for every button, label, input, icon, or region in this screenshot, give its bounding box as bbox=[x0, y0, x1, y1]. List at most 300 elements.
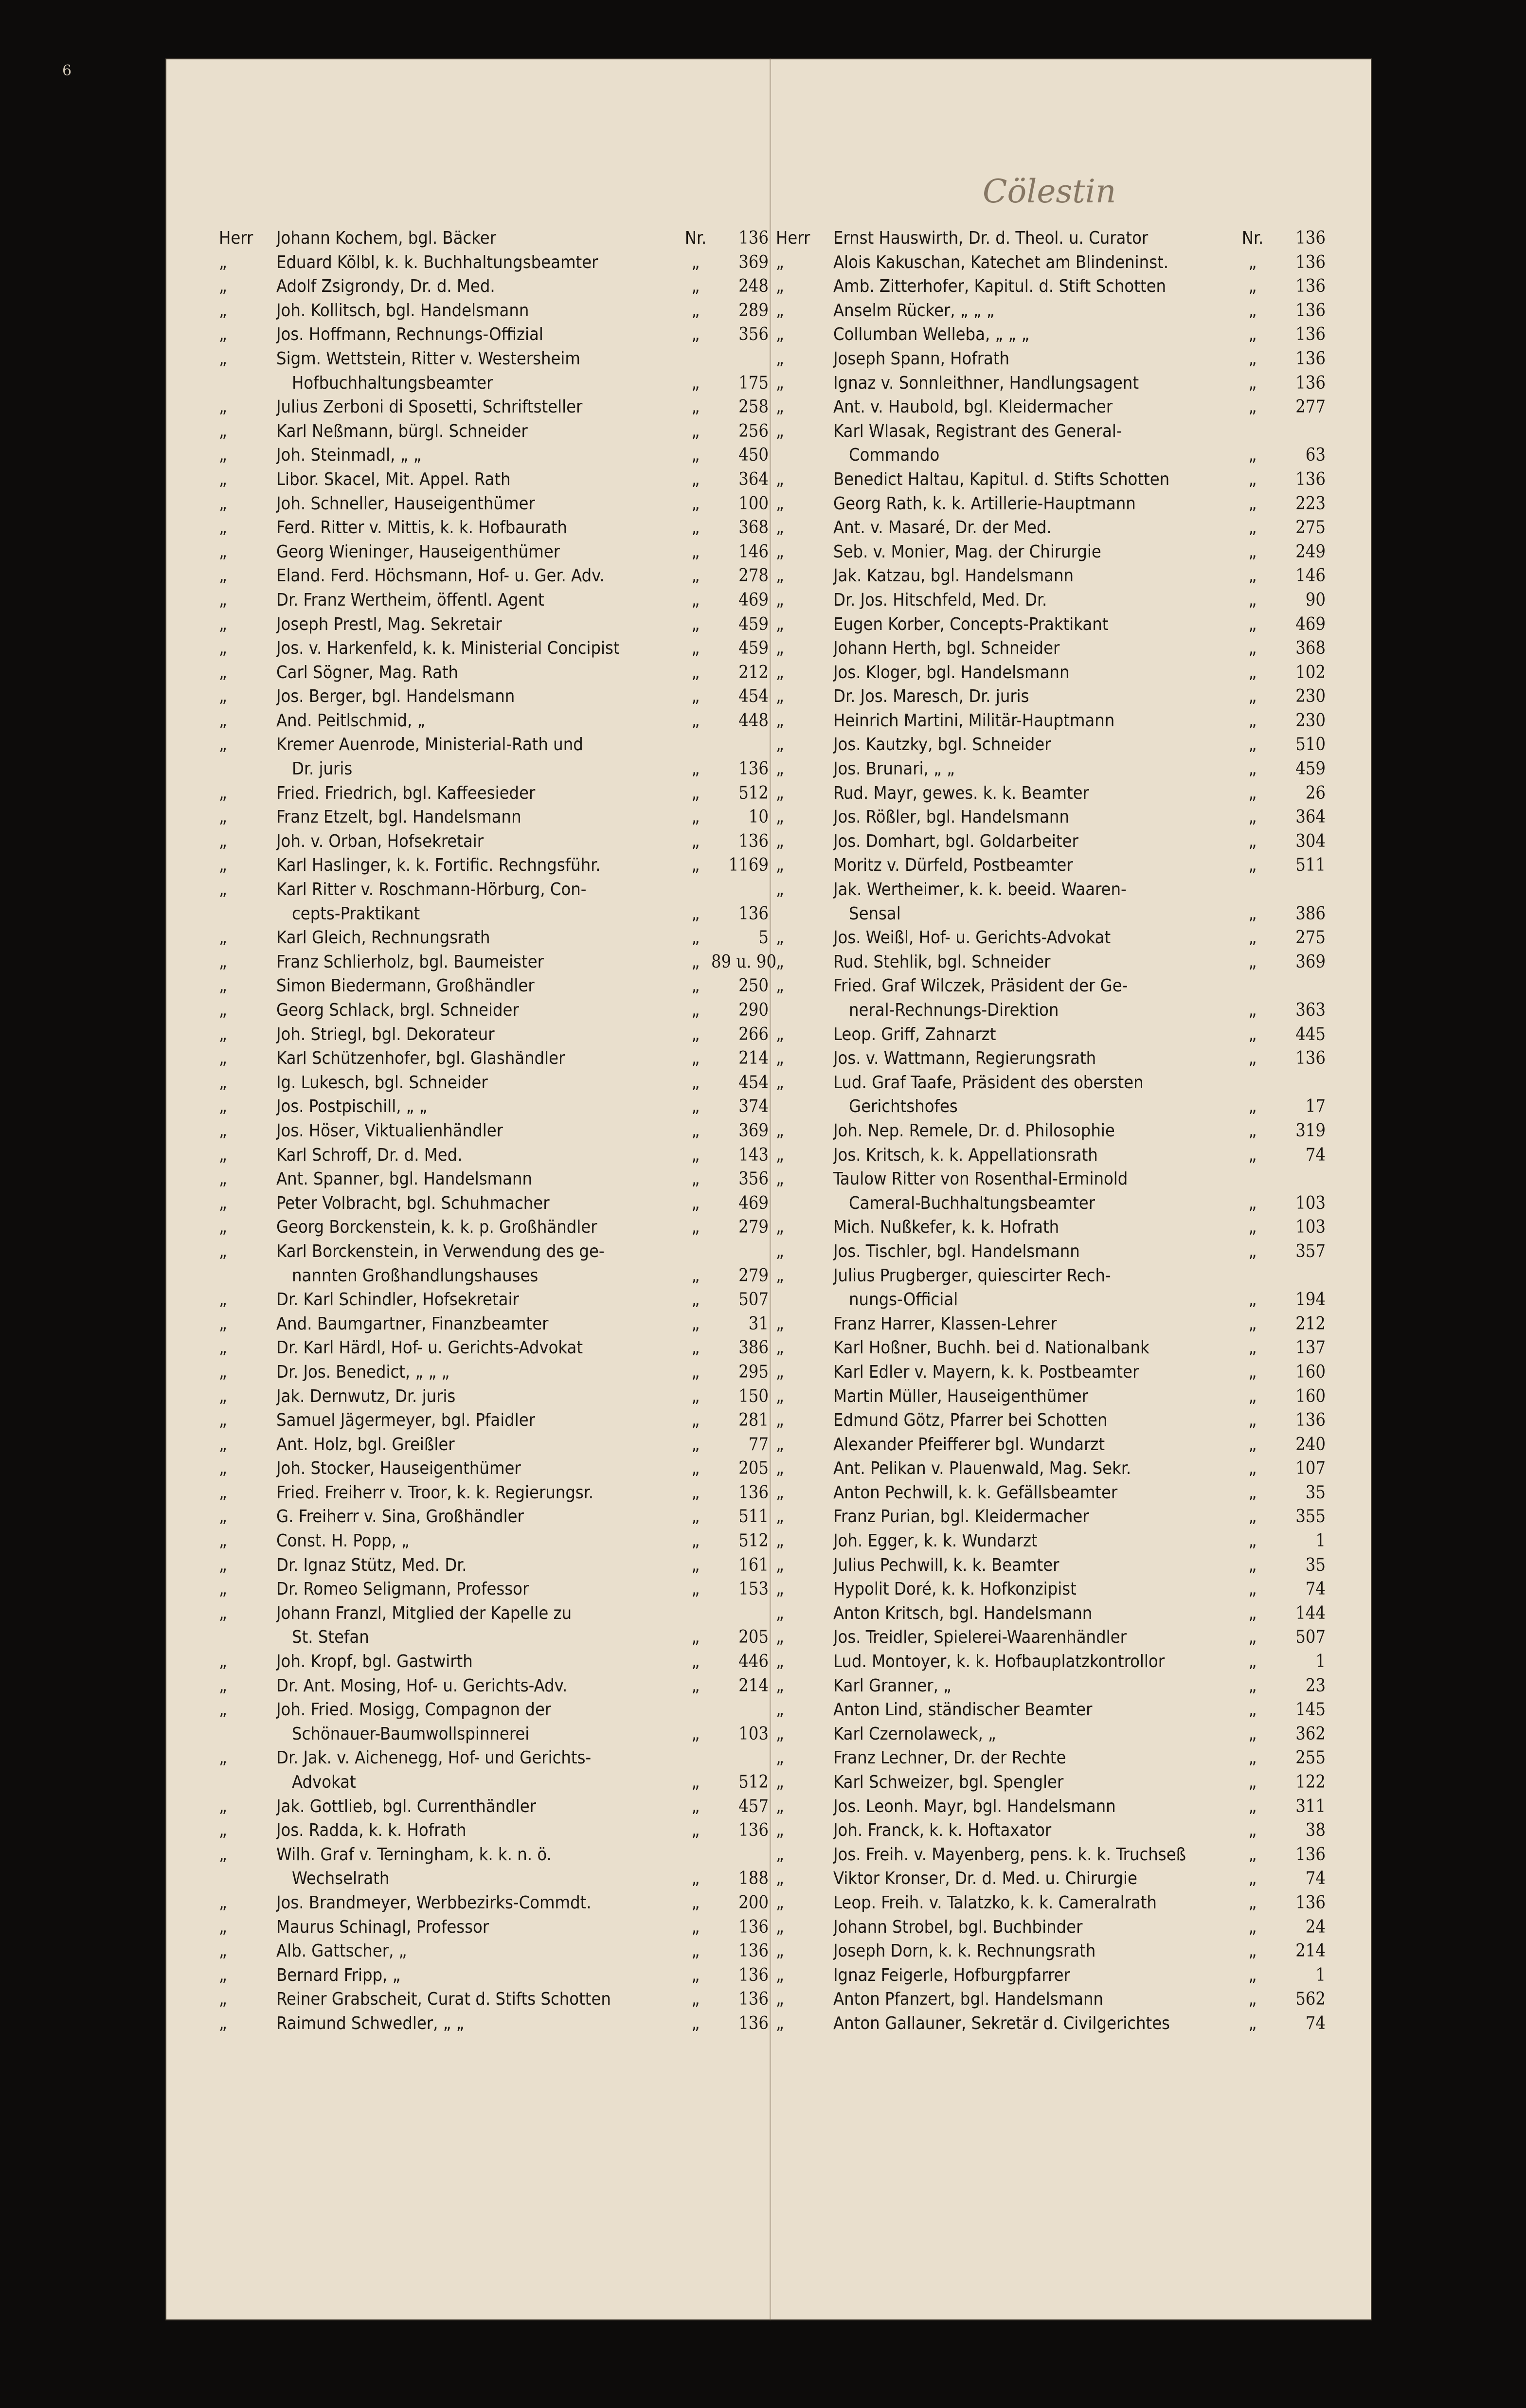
entry-mark: „ bbox=[691, 1965, 700, 1985]
entry-mark: „ bbox=[1248, 1965, 1257, 1985]
list-item bbox=[776, 1625, 1326, 1650]
entry-name: Rud. Stehlik, bgl. Schneider bbox=[833, 952, 1051, 972]
entry-prefix: „ bbox=[776, 855, 784, 876]
entry-number: 364 bbox=[738, 469, 769, 489]
list-item bbox=[219, 251, 769, 275]
entry-name: Ant. Pelikan v. Plauenwald, Mag. Sekr. bbox=[833, 1458, 1131, 1479]
entry-number: 212 bbox=[738, 662, 769, 683]
entry-mark: „ bbox=[1248, 1241, 1257, 1261]
entry-number: 74 bbox=[1305, 2013, 1326, 2033]
entry-number: 507 bbox=[738, 1290, 769, 1310]
entry-prefix: „ bbox=[776, 1169, 784, 1189]
entry-prefix: „ bbox=[219, 1700, 227, 1720]
list-item bbox=[776, 1577, 1326, 1601]
list-item bbox=[776, 1674, 1326, 1698]
entry-name: Amb. Zitterhofer, Kapitul. d. Stift Schotten bbox=[833, 276, 1167, 297]
entry-mark: „ bbox=[1248, 1096, 1257, 1117]
entry-name: Const. H. Popp, „ bbox=[276, 1531, 410, 1551]
entry-mark: „ bbox=[691, 614, 700, 634]
entry-prefix: „ bbox=[219, 397, 227, 417]
entry-prefix: „ bbox=[776, 348, 784, 369]
entry-mark: „ bbox=[691, 1145, 700, 1165]
entry-prefix: „ bbox=[219, 2013, 227, 2033]
list-item bbox=[776, 1215, 1326, 1240]
list-item bbox=[219, 274, 769, 299]
entry-name: Ignaz v. Sonnleithner, Handlungsagent bbox=[833, 373, 1139, 393]
entry-name: Lud. Montoyer, k. k. Hofbauplatzkontrollor bbox=[833, 1652, 1165, 1672]
entry-prefix: „ bbox=[776, 1965, 784, 1985]
entry-prefix: „ bbox=[219, 1048, 227, 1069]
entry-prefix: „ bbox=[776, 1024, 784, 1044]
list-item bbox=[776, 1360, 1326, 1384]
entry-prefix: „ bbox=[776, 1241, 784, 1261]
list-item bbox=[776, 878, 1326, 902]
entry-prefix: „ bbox=[219, 1820, 227, 1841]
list-item bbox=[776, 323, 1326, 347]
entry-prefix: „ bbox=[776, 1458, 784, 1479]
entry-number: 136 bbox=[1295, 324, 1326, 345]
entry-name: Jos. Rößler, bgl. Handelsmann bbox=[833, 807, 1069, 827]
entry-prefix: „ bbox=[219, 1120, 227, 1141]
entry-name: Cameral-Buchhaltungsbeamter bbox=[849, 1193, 1095, 1213]
entry-mark: „ bbox=[1248, 1603, 1257, 1623]
entry-number: 38 bbox=[1305, 1820, 1326, 1841]
entry-prefix: „ bbox=[776, 1217, 784, 1238]
entry-number: 74 bbox=[1305, 1579, 1326, 1599]
entry-name: Georg Borckenstein, k. k. p. Großhändler bbox=[276, 1217, 597, 1238]
entry-prefix: „ bbox=[776, 469, 784, 489]
entry-name: Jak. Wertheimer, k. k. beeid. Waaren- bbox=[833, 880, 1127, 900]
entry-mark: „ bbox=[691, 566, 700, 586]
list-item bbox=[219, 1674, 769, 1698]
entry-mark: „ bbox=[1248, 324, 1257, 345]
entry-name: Anton Gallauner, Sekretär d. Civilgerichtes bbox=[833, 2013, 1170, 2033]
list-item bbox=[776, 781, 1326, 806]
entry-prefix: „ bbox=[776, 1579, 784, 1599]
entry-prefix: „ bbox=[776, 1048, 784, 1069]
entry-name: Alb. Gattscher, „ bbox=[276, 1941, 407, 1961]
entry-name: Dr. Franz Wertheim, öffentl. Agent bbox=[276, 590, 544, 610]
entry-prefix: „ bbox=[776, 1434, 784, 1455]
entry-name: cepts-Praktikant bbox=[292, 903, 420, 924]
entry-number: 256 bbox=[738, 421, 769, 441]
entry-prefix: „ bbox=[776, 1313, 784, 1334]
list-item bbox=[776, 1601, 1326, 1626]
entry-mark: „ bbox=[691, 1313, 700, 1334]
entry-mark: „ bbox=[1248, 1675, 1257, 1696]
entry-number: 107 bbox=[1295, 1458, 1326, 1479]
entry-mark: „ bbox=[1248, 397, 1257, 417]
entry-number: 212 bbox=[1295, 1313, 1326, 1334]
entry-number: 214 bbox=[738, 1048, 769, 1069]
entry-number: 450 bbox=[738, 445, 769, 466]
entry-mark: „ bbox=[691, 1627, 700, 1648]
entry-number: 136 bbox=[1295, 1892, 1326, 1913]
entry-mark: „ bbox=[691, 397, 700, 417]
entry-number: 248 bbox=[738, 276, 769, 297]
list-item bbox=[219, 395, 769, 419]
entry-prefix: „ bbox=[776, 1531, 784, 1551]
entry-prefix: „ bbox=[219, 252, 227, 272]
entry-prefix: „ bbox=[219, 1193, 227, 1213]
list-item bbox=[776, 1336, 1326, 1360]
entry-mark: „ bbox=[1248, 445, 1257, 466]
list-item bbox=[219, 299, 769, 323]
entry-prefix: „ bbox=[219, 1531, 227, 1551]
list-item bbox=[776, 1456, 1326, 1481]
entry-name: Viktor Kronser, Dr. d. Med. u. Chirurgie bbox=[833, 1869, 1137, 1889]
entry-number: 374 bbox=[738, 1096, 769, 1117]
list-item bbox=[776, 588, 1326, 612]
entry-number: 74 bbox=[1305, 1145, 1326, 1165]
entry-name: Dr. Romeo Seligmann, Professor bbox=[276, 1579, 529, 1599]
list-item bbox=[776, 661, 1326, 685]
entry-name: Karl Borckenstein, in Verwendung des ge- bbox=[276, 1241, 605, 1261]
entry-name: Bernard Fripp, „ bbox=[276, 1965, 401, 1985]
entry-number: 512 bbox=[738, 1772, 769, 1792]
entry-prefix: „ bbox=[776, 1772, 784, 1792]
entry-mark: „ bbox=[1248, 952, 1257, 972]
entry-name: nannten Großhandlungshauses bbox=[292, 1265, 539, 1286]
entry-name: Franz Etzelt, bgl. Handelsmann bbox=[276, 807, 521, 827]
entry-number: 144 bbox=[1295, 1603, 1326, 1623]
entry-name: Karl Schroff, Dr. d. Med. bbox=[276, 1145, 463, 1165]
entry-mark: „ bbox=[691, 783, 700, 803]
entry-name: Schönauer-Baumwollspinnerei bbox=[292, 1724, 530, 1744]
entry-name: Raimund Schwedler, „ „ bbox=[276, 2013, 465, 2033]
entry-prefix: „ bbox=[219, 976, 227, 996]
entry-number: 369 bbox=[738, 252, 769, 272]
entry-name: Anton Kritsch, bgl. Handelsmann bbox=[833, 1603, 1093, 1623]
entry-number: 136 bbox=[738, 228, 769, 248]
entry-name: Peter Volbracht, bgl. Schuhmacher bbox=[276, 1193, 550, 1213]
entry-prefix: „ bbox=[219, 1579, 227, 1599]
entry-mark: „ bbox=[1248, 1410, 1257, 1431]
entry-mark: „ bbox=[1248, 1313, 1257, 1334]
entry-name: Jak. Gottlieb, bgl. Currenthändler bbox=[276, 1796, 536, 1816]
entry-number: 281 bbox=[738, 1410, 769, 1431]
entry-number: 562 bbox=[1295, 1989, 1326, 2010]
list-item bbox=[776, 853, 1326, 878]
entry-mark: „ bbox=[691, 1724, 700, 1744]
entry-mark: „ bbox=[1248, 1386, 1257, 1406]
entry-number: 445 bbox=[1295, 1024, 1326, 1044]
entry-number: 362 bbox=[1295, 1724, 1326, 1744]
entry-number: 223 bbox=[1295, 493, 1326, 514]
entry-name: Ernst Hauswirth, Dr. d. Theol. u. Curator bbox=[833, 228, 1149, 248]
entry-number: 289 bbox=[738, 300, 769, 321]
entry-number: 26 bbox=[1305, 783, 1326, 803]
entry-prefix: „ bbox=[219, 686, 227, 707]
list-item bbox=[219, 950, 777, 974]
list-item bbox=[776, 1046, 1326, 1071]
list-item bbox=[776, 805, 1326, 829]
entry-prefix: „ bbox=[776, 1072, 784, 1093]
entry-mark: „ bbox=[691, 252, 700, 272]
entry-number: 150 bbox=[738, 1386, 769, 1406]
entry-prefix: „ bbox=[219, 638, 227, 659]
entry-mark: „ bbox=[1248, 1193, 1257, 1213]
entry-number: 457 bbox=[738, 1796, 769, 1816]
list-item bbox=[219, 1046, 769, 1071]
entry-mark: „ bbox=[1248, 1145, 1257, 1165]
entry-name: Dr. Karl Schindler, Hofsekretair bbox=[276, 1290, 519, 1310]
entry-mark: „ bbox=[691, 1362, 700, 1382]
entry-name: Johann Kochem, bgl. Bäcker bbox=[276, 228, 497, 248]
entry-mark: „ bbox=[691, 1169, 700, 1189]
entry-prefix: „ bbox=[776, 928, 784, 948]
entry-name: Jos. Hoffmann, Rechnungs-Offizial bbox=[276, 324, 543, 345]
list-item bbox=[219, 1529, 769, 1553]
list-item bbox=[776, 1143, 1326, 1168]
entry-name: Jos. v. Harkenfeld, k. k. Ministerial Concipist bbox=[276, 638, 620, 659]
entry-number: 356 bbox=[738, 1169, 769, 1189]
entry-prefix: „ bbox=[219, 1145, 227, 1165]
list-item bbox=[776, 274, 1326, 299]
entry-number: 136 bbox=[1295, 1048, 1326, 1069]
entry-prefix: „ bbox=[776, 2013, 784, 2033]
list-item bbox=[219, 1119, 769, 1143]
entry-name: Anton Lind, ständischer Beamter bbox=[833, 1700, 1093, 1720]
list-item bbox=[776, 998, 1326, 1023]
entry-name: Ant. v. Masaré, Dr. der Med. bbox=[833, 518, 1052, 538]
entry-prefix: „ bbox=[219, 1024, 227, 1044]
list-item bbox=[776, 684, 1326, 709]
right-column-list bbox=[776, 226, 1326, 2036]
entry-name: Julius Prugberger, quiescirter Rech- bbox=[833, 1265, 1111, 1286]
entry-number: 1 bbox=[1315, 1965, 1326, 1985]
entry-prefix: „ bbox=[219, 445, 227, 466]
entry-mark: „ bbox=[1248, 2013, 1257, 2033]
entry-name: Ig. Lukesch, bgl. Schneider bbox=[276, 1072, 488, 1093]
entry-prefix: „ bbox=[776, 1748, 784, 1768]
entry-prefix: „ bbox=[776, 421, 784, 441]
entry-mark: „ bbox=[691, 662, 700, 683]
entry-prefix: „ bbox=[776, 397, 784, 417]
list-item bbox=[219, 1915, 769, 1940]
entry-number: 5 bbox=[758, 928, 769, 948]
entry-mark: „ bbox=[691, 1772, 700, 1792]
entry-number: 145 bbox=[1295, 1700, 1326, 1720]
entry-mark: „ bbox=[691, 1048, 700, 1069]
list-item bbox=[776, 492, 1326, 516]
entry-prefix: „ bbox=[219, 1410, 227, 1431]
list-item bbox=[776, 1264, 1326, 1288]
entry-number: 161 bbox=[738, 1555, 769, 1575]
entry-prefix: „ bbox=[776, 759, 784, 779]
entry-number: 103 bbox=[1295, 1193, 1326, 1213]
entry-number: 205 bbox=[738, 1627, 769, 1648]
entry-prefix: „ bbox=[776, 1820, 784, 1841]
list-item bbox=[776, 1650, 1326, 1674]
entry-name: Kremer Auenrode, Ministerial-Rath und bbox=[276, 735, 583, 755]
entry-mark: „ bbox=[691, 976, 700, 996]
entry-number: 275 bbox=[1295, 518, 1326, 538]
entry-prefix: „ bbox=[776, 1652, 784, 1672]
entry-name: Ant. Spanner, bgl. Handelsmann bbox=[276, 1169, 533, 1189]
list-item bbox=[776, 1240, 1326, 1264]
entry-prefix: „ bbox=[219, 493, 227, 514]
entry-name: Joh. Steinmadl, „ „ bbox=[276, 445, 422, 466]
entry-mark: „ bbox=[691, 421, 700, 441]
entry-prefix: „ bbox=[219, 783, 227, 803]
entry-mark: „ bbox=[1248, 614, 1257, 634]
entry-name: Julius Pechwill, k. k. Beamter bbox=[833, 1555, 1059, 1575]
entry-number: 459 bbox=[738, 638, 769, 659]
entry-mark: „ bbox=[691, 1941, 700, 1961]
entry-mark: „ bbox=[1248, 493, 1257, 514]
list-item bbox=[776, 516, 1326, 540]
entry-name: neral-Rechnungs-Direktion bbox=[849, 1000, 1059, 1020]
entry-name: Georg Schlack, brgl. Schneider bbox=[276, 1000, 519, 1020]
list-item bbox=[776, 1119, 1326, 1143]
list-item bbox=[219, 733, 769, 757]
entry-number: 146 bbox=[738, 541, 769, 562]
list-item bbox=[219, 226, 769, 251]
entry-number: 386 bbox=[738, 1338, 769, 1358]
entry-prefix: „ bbox=[776, 324, 784, 345]
entry-prefix: „ bbox=[219, 1941, 227, 1961]
entry-number: 136 bbox=[738, 1820, 769, 1841]
entry-name: Collumban Welleba, „ „ „ bbox=[833, 324, 1030, 345]
entry-number: 304 bbox=[1295, 831, 1326, 851]
entry-number: 278 bbox=[738, 566, 769, 586]
entry-number: 469 bbox=[738, 590, 769, 610]
entry-prefix: „ bbox=[219, 855, 227, 876]
entry-name: G. Freiherr v. Sina, Großhändler bbox=[276, 1507, 524, 1527]
entry-mark: „ bbox=[1248, 518, 1257, 538]
entry-mark: „ bbox=[1248, 1362, 1257, 1382]
entry-number: 1 bbox=[1315, 1531, 1326, 1551]
entry-mark: „ bbox=[1248, 1700, 1257, 1720]
list-item bbox=[776, 1818, 1326, 1843]
entry-prefix: „ bbox=[776, 831, 784, 851]
entry-name: Ant. Holz, bgl. Greißler bbox=[276, 1434, 455, 1455]
entry-mark: „ bbox=[1248, 1434, 1257, 1455]
entry-mark: „ bbox=[691, 686, 700, 707]
list-item bbox=[776, 299, 1326, 323]
entry-mark: „ bbox=[1248, 276, 1257, 297]
entry-name: Mich. Nußkefer, k. k. Hofrath bbox=[833, 1217, 1059, 1238]
list-item bbox=[219, 1553, 769, 1578]
list-item bbox=[776, 251, 1326, 275]
entry-number: 469 bbox=[1295, 614, 1326, 634]
entry-prefix: „ bbox=[776, 1603, 784, 1623]
list-item bbox=[219, 998, 769, 1023]
entry-name: Jos. Freih. v. Mayenberg, pens. k. k. Truchseß bbox=[833, 1844, 1186, 1865]
entry-number: 136 bbox=[738, 1941, 769, 1961]
entry-prefix: „ bbox=[776, 541, 784, 562]
entry-name: Joh. v. Orban, Hofsekretair bbox=[276, 831, 484, 851]
entry-mark: „ bbox=[691, 831, 700, 851]
entry-mark: „ bbox=[1248, 373, 1257, 393]
entry-name: Ferd. Ritter v. Mittis, k. k. Hofbaurath bbox=[276, 518, 568, 538]
list-item bbox=[219, 1625, 769, 1650]
list-item bbox=[219, 853, 769, 878]
entry-name: Alexander Pfeifferer bgl. Wundarzt bbox=[833, 1434, 1105, 1455]
entry-number: 17 bbox=[1305, 1096, 1326, 1117]
list-item bbox=[776, 395, 1326, 419]
entry-mark: „ bbox=[691, 1338, 700, 1358]
list-item bbox=[776, 1529, 1326, 1553]
list-item bbox=[776, 1505, 1326, 1529]
entry-mark: „ bbox=[691, 1675, 700, 1696]
entry-prefix: „ bbox=[219, 1652, 227, 1672]
entry-name: Joseph Dorn, k. k. Rechnungsrath bbox=[833, 1941, 1096, 1961]
entry-number: 459 bbox=[738, 614, 769, 634]
list-item bbox=[219, 1167, 769, 1191]
entry-prefix: „ bbox=[776, 373, 784, 393]
entry-number: 188 bbox=[738, 1869, 769, 1889]
entry-prefix: „ bbox=[776, 276, 784, 297]
entry-number: 511 bbox=[738, 1507, 769, 1527]
list-item bbox=[219, 516, 769, 540]
entry-number: 459 bbox=[1295, 759, 1326, 779]
list-item bbox=[219, 1408, 769, 1433]
entry-number: 146 bbox=[1295, 566, 1326, 586]
entry-mark: „ bbox=[691, 1989, 700, 2010]
entry-name: Karl Gleich, Rechnungsrath bbox=[276, 928, 490, 948]
entry-number: 469 bbox=[738, 1193, 769, 1213]
entry-name: Anton Pechwill, k. k. Gefällsbeamter bbox=[833, 1482, 1118, 1503]
list-item bbox=[219, 926, 769, 950]
list-item bbox=[219, 1023, 769, 1047]
entry-mark: „ bbox=[691, 1434, 700, 1455]
entry-name: Commando bbox=[849, 445, 940, 466]
entry-prefix: „ bbox=[219, 300, 227, 321]
entry-name: Dr. Jak. v. Aichenegg, Hof- und Gerichts- bbox=[276, 1748, 592, 1768]
entry-name: Dr. Ignaz Stütz, Med. Dr. bbox=[276, 1555, 467, 1575]
list-item bbox=[219, 492, 769, 516]
entry-prefix: „ bbox=[219, 1313, 227, 1334]
list-item bbox=[219, 1071, 769, 1095]
entry-prefix: „ bbox=[776, 1362, 784, 1382]
list-item bbox=[219, 467, 769, 492]
entry-mark: „ bbox=[691, 1652, 700, 1672]
entry-number: 136 bbox=[1295, 300, 1326, 321]
entry-mark: „ bbox=[1248, 1048, 1257, 1069]
entry-name: Jos. Weißl, Hof- u. Gerichts-Advokat bbox=[833, 928, 1111, 948]
list-item bbox=[219, 1505, 769, 1529]
entry-prefix: „ bbox=[776, 710, 784, 731]
list-item bbox=[219, 612, 769, 637]
entry-prefix: „ bbox=[219, 1507, 227, 1527]
list-item bbox=[219, 1215, 769, 1240]
entry-prefix: „ bbox=[776, 1482, 784, 1503]
entry-prefix: „ bbox=[219, 1965, 227, 1985]
entry-prefix: „ bbox=[776, 1989, 784, 2010]
list-item bbox=[776, 467, 1326, 492]
list-item bbox=[219, 1698, 769, 1722]
entry-number: 136 bbox=[1295, 1410, 1326, 1431]
entry-mark: „ bbox=[1248, 807, 1257, 827]
entry-name: Jos. Domhart, bgl. Goldarbeiter bbox=[833, 831, 1078, 851]
entry-prefix: „ bbox=[776, 1555, 784, 1575]
center-fold bbox=[770, 58, 771, 2320]
entry-number: 295 bbox=[738, 1362, 769, 1382]
entry-name: Karl Czernolaweck, „ bbox=[833, 1724, 996, 1744]
entry-mark: „ bbox=[1248, 1917, 1257, 1937]
list-item bbox=[219, 709, 769, 733]
entry-name: Johann Strobel, bgl. Buchbinder bbox=[833, 1917, 1083, 1937]
entry-name: Karl Hoßner, Buchh. bei d. Nationalbank bbox=[833, 1338, 1149, 1358]
list-item bbox=[219, 564, 769, 588]
list-item bbox=[219, 1264, 769, 1288]
entry-name: Joh. Fried. Mosigg, Compagnon der bbox=[276, 1700, 552, 1720]
entry-number: 100 bbox=[738, 493, 769, 514]
list-item bbox=[776, 1312, 1326, 1336]
entry-mark: „ bbox=[1248, 469, 1257, 489]
